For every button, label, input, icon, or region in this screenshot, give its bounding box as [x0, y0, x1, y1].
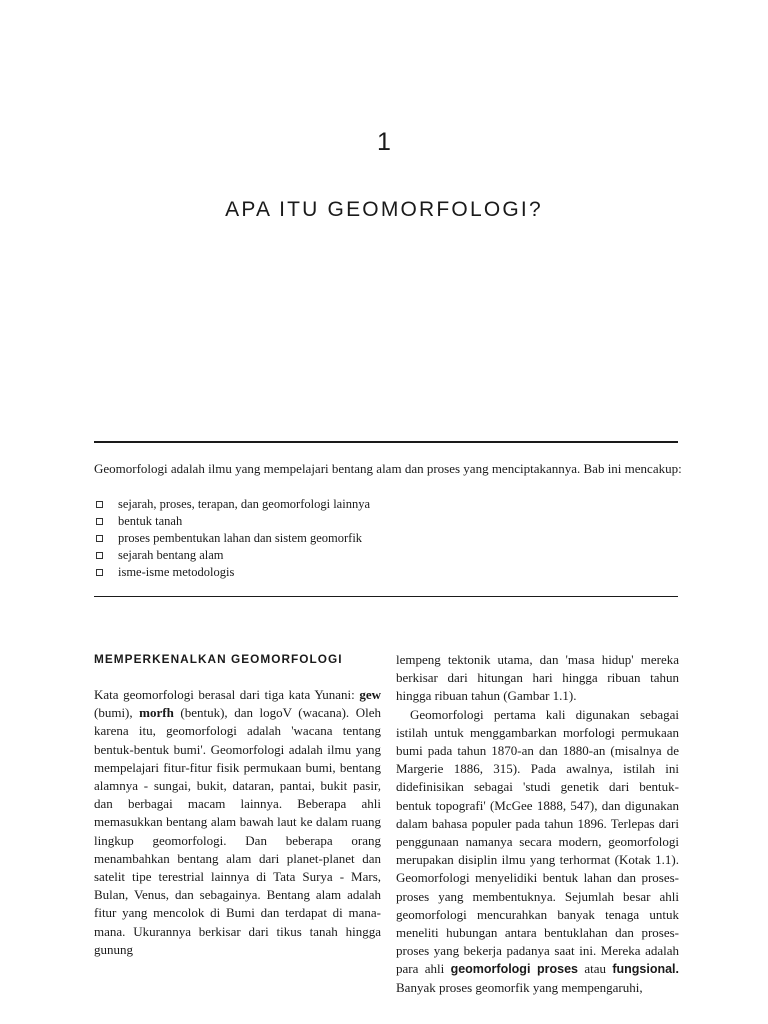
left-column [94, 686, 381, 959]
text-run: Banyak proses geomorfik yang mempengaruhi, [396, 979, 643, 995]
chapter-number: 1 [377, 128, 391, 156]
text-run: Geomorfologi pertama kali digunakan sebagai istilah untuk menggambarkan morfologi permukaan bumi pada tahun 1870-an dan 1880-an (misalnya de Margerie 1886, 315). Pada awalnya, istilah ini didefinisikan sebagai 'studi genetik dari bentuk-bentuk topografi' (McGee 1888, 547), dan digunakan dalam bahasa populer pada tahun 1896. Terlepas dari penggunaan namanya secara modern, geomorfologi merupakan disiplin ilmu yang terhormat (Kotak 1.1). Geomorfologi menyelidiki bentuk lahan dan proses-proses yang membentuknya. Sejumlah besar ahli geomorfologi mencurahkan banyak tenaga untuk meneliti hubungan antara bentuklahan dan proses-proses yang bekerja padanya saat ini. Mereka adalah para ahli [396, 706, 679, 977]
square-bullet-icon [96, 552, 103, 559]
topic-label: sejarah bentang alam [118, 548, 224, 562]
list-item [94, 513, 654, 530]
right-column [396, 651, 679, 997]
paragraph: lempeng tektonik utama, dan 'masa hidup' mereka berkisar dari hitungan hari hingga ribuan tahun hingga ribuan tahun (Gambar 1.1). [396, 652, 679, 704]
text-run: (bentuk), dan logoV (wacana). Oleh karena itu, geomorfologi adalah 'wacana tentang bentuk-bentuk bumi'. Geomorfologi adalah ilmu yang mempelajari fitur-fitur fisik permukaan bumi, bentang alamnya - sungai, bukit, dataran, pantai, bukit pasir, dan berbagai macam lainnya. Beberapa ahli memasukkan bentang alam bawah laut ke dalam ruang lingkup geomorfologi. Dan beberapa orang menambahkan bentang alam dari planet-planet dan satelit tipe terestrial lainnya di Tata Surya - Mars, Bulan, Venus, dan sebagainya. Bentang alam adalah fitur yang mencolok di Bumi dan terdapat di mana-mana. Ukurannya berkisar dari tikus tanah hingga gunung [94, 705, 381, 957]
topic-label: bentuk tanah [118, 514, 183, 528]
top-divider [94, 441, 678, 443]
chapter-topics-list [94, 496, 654, 581]
square-bullet-icon [96, 518, 103, 525]
topic-label: isme-isme metodologis [118, 565, 235, 579]
paragraph [94, 686, 381, 959]
text-run: (bumi), [94, 705, 140, 721]
square-bullet-icon [96, 569, 103, 576]
text-run: atau [577, 961, 613, 977]
greek-term-morfh: morfh [139, 705, 174, 721]
list-item [94, 530, 654, 547]
text-run: Kata geomorfologi berasal dari tiga kata Yunani: [94, 687, 360, 702]
key-term: geomorfologi proses [450, 962, 578, 977]
greek-term-gew: gew [359, 687, 381, 702]
square-bullet-icon [96, 535, 103, 542]
section-heading: MEMPERKENALKAN GEOMORFOLOGI [94, 652, 343, 666]
bottom-divider [94, 596, 678, 597]
topic-label: proses pembentukan lahan dan sistem geomorfik [118, 531, 363, 545]
chapter-summary-intro: Geomorfologi adalah ilmu yang mempelajari bentang alam dan proses yang menciptakannya. Bab ini mencakup: [94, 461, 682, 476]
list-item [94, 496, 654, 513]
key-term: fungsional. [612, 962, 679, 977]
topic-label: sejarah, proses, terapan, dan geomorfologi lainnya [118, 497, 370, 511]
paragraph [396, 706, 679, 997]
square-bullet-icon [96, 501, 103, 508]
list-item [94, 564, 654, 581]
list-item [94, 547, 654, 564]
chapter-title: APA ITU GEOMORFOLOGI? [225, 198, 543, 221]
